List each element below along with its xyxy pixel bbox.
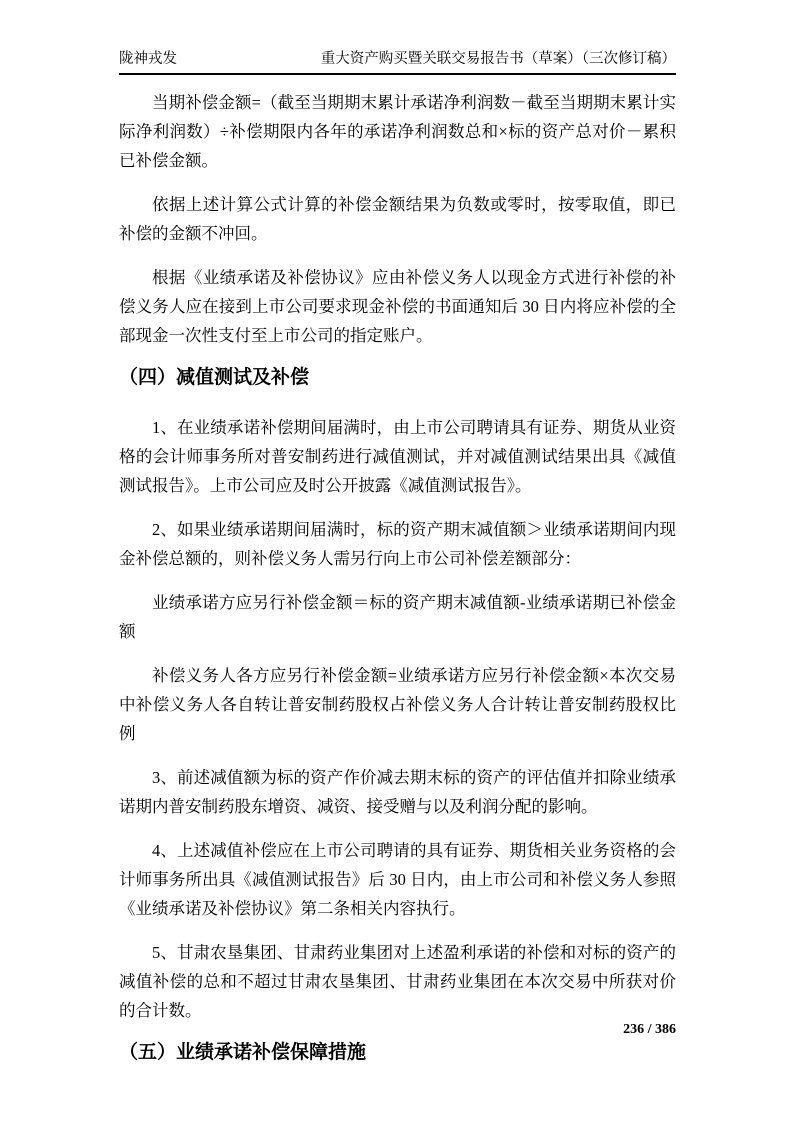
section-heading-4-impairment-test: （四）减值测试及补偿 — [119, 367, 310, 388]
paragraph-formula-obligor-share: 补偿义务人各方应另行补偿金额=业绩承诺方应另行补偿金额×本次交易中补偿义务人各自转让普安制药股权占补偿义务人合计转让普安制药股权比例 — [119, 666, 676, 743]
paragraph-item-3-impairment-definition: 3、前述减值额为标的资产作价减去期末标的资产的评估值并扣除业绩承诺期内普安制药股东增资、减资、接受赠与以及利润分配的影响。 — [119, 768, 676, 816]
paragraph-negative-or-zero-rule: 依据上述计算公式计算的补偿金额结果为负数或零时，按零取值，即已补偿的金额不冲回。 — [119, 195, 676, 243]
paragraph-item-1-impairment-test: 1、在业绩承诺补偿期间届满时，由上市公司聘请具有证券、期货从业资格的会计师事务所对普安制药进行减值测试，并对减值测试结果出具《减值测试报告》。上市公司应及时公开披露《减值测试报告》。 — [119, 418, 676, 495]
page-number: 236 / 386 — [623, 1022, 676, 1037]
paragraph-item-5-compensation-cap: 5、甘肃农垦集团、甘肃药业集团对上述盈利承诺的补偿和对标的资产的减值补偿的总和不超过甘肃农垦集团、甘肃药业集团在本次交易中所获对价的合计数。 — [119, 943, 676, 1020]
paragraph-cash-payment-30-days: 根据《业绩承诺及补偿协议》应由补偿义务人以现金方式进行补偿的补偿义务人应在接到上市公司要求现金补偿的书面通知后 30 日内将应补偿的全部现金一次性支付至上市公司的指定账户。 — [119, 268, 676, 345]
header-report-title: 重大资产购买暨关联交易报告书（草案）（三次修订稿） — [320, 51, 676, 67]
document-body — [119, 88, 676, 1088]
paragraph-item-2-difference-compensation: 2、如果业绩承诺期间届满时，标的资产期末减值额＞业绩承诺期间内现金补偿总额的，则补偿义务人需另行向上市公司补偿差额部分： — [119, 520, 676, 568]
paragraph-item-4-execution-terms: 4、上述减值补偿应在上市公司聘请的具有证券、期货相关业务资格的会计师事务所出具《减值测试报告》后 30 日内，由上市公司和补偿义务人参照《业绩承诺及补偿协议》第二条相关内容执行。 — [119, 841, 676, 918]
page-header — [119, 50, 676, 75]
paragraph-formula-additional-compensation: 业绩承诺方应另行补偿金额＝标的资产期末减值额-业绩承诺期已补偿金额 — [119, 593, 676, 641]
section-heading-5-guarantee-measures: （五）业绩承诺补偿保障措施 — [119, 1042, 367, 1063]
header-company-short-name: 陇神戎发 — [119, 51, 177, 67]
paragraph-compensation-formula: 当期补偿金额=（截至当期期末累计承诺净利润数－截至当期期末累计实际净利润数）÷补偿期限内各年的承诺净利润数总和×标的资产总对价－累积已补偿金额。 — [119, 93, 676, 170]
